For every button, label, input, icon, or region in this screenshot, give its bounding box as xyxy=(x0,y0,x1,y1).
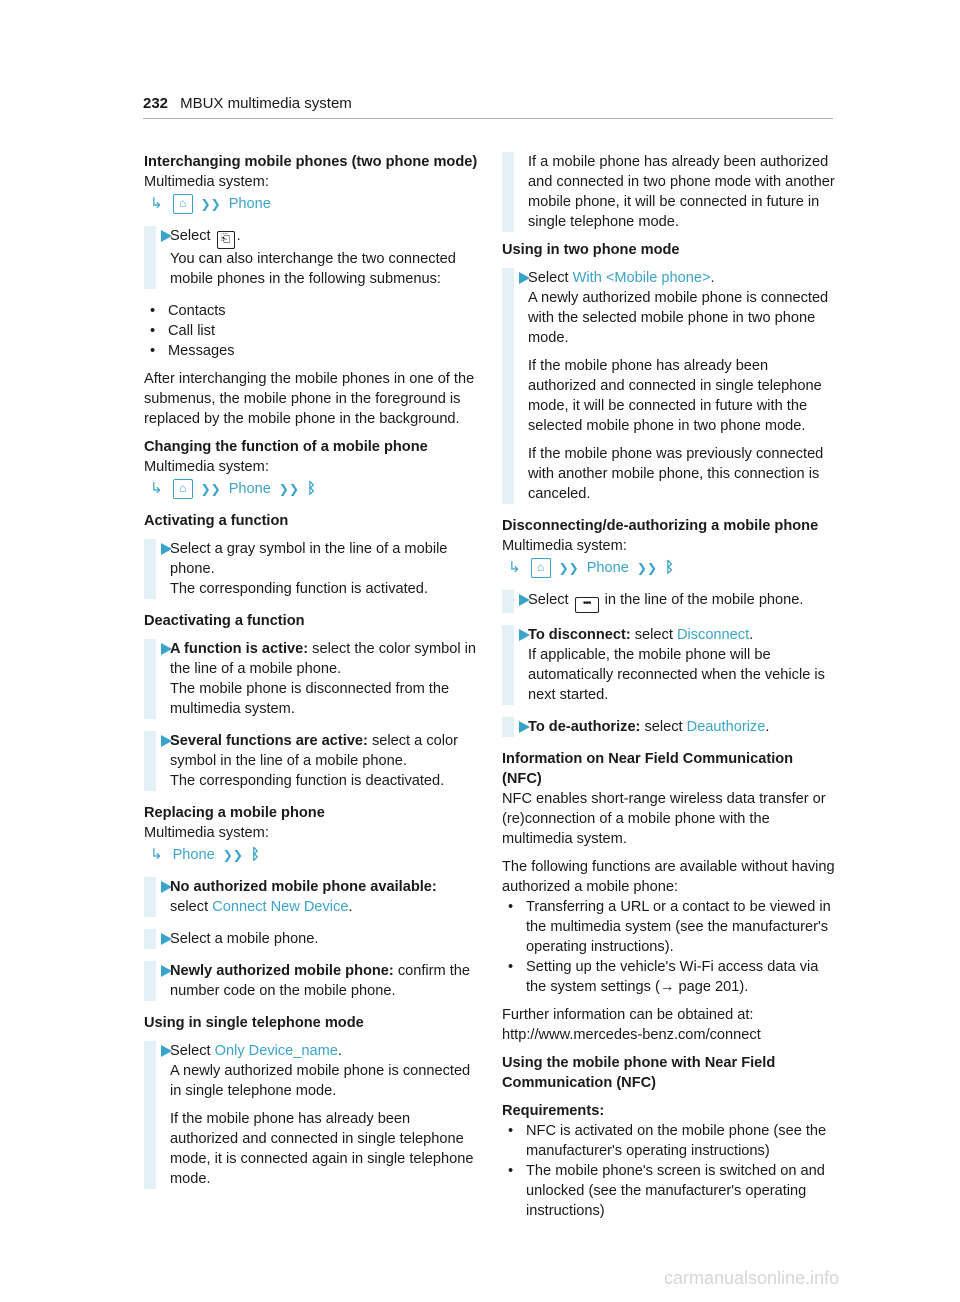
submenu-list xyxy=(144,301,478,361)
step-text: select xyxy=(640,719,687,735)
home-icon: ⌂ xyxy=(173,194,193,214)
disconnect-link[interactable]: Disconnect xyxy=(676,627,750,643)
step-text: select xyxy=(170,899,213,915)
step-activate xyxy=(144,539,478,599)
path-label: Multimedia system: xyxy=(144,825,269,841)
step-text-end: . xyxy=(236,228,241,244)
step-text: Select a gray symbol in the line of a mobile phone. xyxy=(170,541,448,577)
step-arrow-icon xyxy=(161,735,172,747)
step-text-end: . xyxy=(765,719,770,735)
step-note: If the mobile phone has already been authorized and connected in single telephone mode, it is connected again in single telephone mode. xyxy=(170,1111,474,1187)
step-text-end: . xyxy=(337,1043,342,1059)
list-item: • Messages xyxy=(144,341,478,361)
nfc-info-heading: Information on Near Field Communication (NFC) xyxy=(502,751,794,787)
continued-text: If a mobile phone has already been authorized and connected in two phone mode with another mobile phone, it will be connected in future in single telephone mode. xyxy=(528,154,835,230)
activating-heading: Activating a function xyxy=(144,513,289,529)
step-arrow-icon xyxy=(161,230,172,242)
path-arrow-icon: ↳ xyxy=(150,195,163,212)
step-note: A newly authorized mobile phone is connected with the selected mobile phone in two phone mode. xyxy=(528,290,829,346)
step-condition: A function is active: xyxy=(170,641,309,657)
step-condition: Several functions are active: xyxy=(170,733,368,749)
step-select-phone xyxy=(144,929,478,949)
list-item: • Call list xyxy=(144,321,478,341)
menu-path xyxy=(144,843,478,867)
nfc-use-heading: Using the mobile phone with Near Field Communication (NFC) xyxy=(502,1055,776,1091)
step-arrow-icon xyxy=(519,721,530,733)
step-two-phone xyxy=(502,268,836,504)
home-icon: ⌂ xyxy=(531,558,551,578)
more-options-icon: ••• xyxy=(575,597,599,613)
step-text: select xyxy=(630,627,677,643)
step-text-end: . xyxy=(710,270,715,286)
only-device-link[interactable]: Only Device_name xyxy=(214,1043,338,1059)
interchange-result: After interchanging the mobile phones in one of the submenus, the mobile phone in the foreground is replaced by the mobile phone in the background. xyxy=(144,371,475,427)
page-number: 232 xyxy=(143,95,169,112)
continued-note xyxy=(502,152,836,232)
step-single-mode xyxy=(144,1041,478,1189)
path-label: Multimedia system: xyxy=(502,538,627,554)
chevron-right-icon: ❯❯ xyxy=(222,848,243,862)
step-deactivate-single xyxy=(144,639,478,719)
step-note: If the mobile phone has already been authorized and connected in single telephone mode, it will be connected in future with the selected mobile phone in two phone mode. xyxy=(528,358,822,434)
list-item xyxy=(502,957,836,997)
nfc-functions-intro: The following functions are available without having authorized a mobile phone: xyxy=(502,859,835,895)
step-disconnect xyxy=(502,625,836,705)
path-phone: Phone xyxy=(228,481,271,497)
step-text: Select xyxy=(170,1043,215,1059)
path-arrow-icon: ↳ xyxy=(508,559,521,576)
page-header xyxy=(143,94,833,119)
chevron-right-icon: ❯❯ xyxy=(558,561,579,575)
step-condition: To de-authorize: xyxy=(528,719,641,735)
bluetooth-icon: ᛒ xyxy=(307,480,317,497)
step-text: select a color symbol in the line of a mobile phone. xyxy=(170,733,458,769)
list-item: • Contacts xyxy=(144,301,478,321)
nfc-functions-list xyxy=(502,897,836,997)
nfc-intro: NFC enables short-range wireless data transfer or (re)connection of a mobile phone with the multimedia system. xyxy=(502,791,826,847)
step-text: select the color symbol in the line of a mobile phone. xyxy=(170,641,477,677)
step-condition: To disconnect: xyxy=(528,627,631,643)
nfc-further-info: Further information can be obtained at: http://www.mercedes-benz.com/connect xyxy=(502,1007,761,1043)
step-select-more xyxy=(502,590,836,613)
list-item: • NFC is activated on the mobile phone (see the manufacturer's operating instructions) xyxy=(502,1121,836,1161)
right-column xyxy=(502,152,836,1229)
step-result: The corresponding function is activated. xyxy=(170,581,428,597)
step-arrow-icon xyxy=(519,272,530,284)
step-arrow-icon xyxy=(519,594,530,606)
step-no-authorized xyxy=(144,877,478,917)
step-text: Select xyxy=(170,228,211,244)
path-phone: Phone xyxy=(172,847,215,863)
chevron-right-icon: ❯❯ xyxy=(200,197,221,211)
step-text: Select xyxy=(528,592,569,608)
step-text: Select a mobile phone. xyxy=(170,931,319,947)
list-item: • The mobile phone's screen is switched on and unlocked (see the manufacturer's operating instructions) xyxy=(502,1161,836,1221)
step-select-icon xyxy=(144,226,478,289)
menu-path xyxy=(144,477,478,501)
step-arrow-icon xyxy=(519,629,530,641)
deactivating-heading: Deactivating a function xyxy=(144,613,305,629)
path-label: Multimedia system: xyxy=(144,459,269,475)
step-newly-authorized xyxy=(144,961,478,1001)
step-text-end: . xyxy=(749,627,754,643)
step-arrow-icon xyxy=(161,1045,172,1057)
step-result: The mobile phone is disconnected from the multimedia system. xyxy=(170,681,450,717)
step-text-end: . xyxy=(348,899,353,915)
step-result: The corresponding function is deactivated. xyxy=(170,773,445,789)
menu-path xyxy=(144,192,478,216)
step-arrow-icon xyxy=(161,543,172,555)
step-condition: No authorized mobile phone available: xyxy=(170,879,437,895)
changing-heading: Changing the function of a mobile phone xyxy=(144,439,428,455)
chevron-right-icon: ❯❯ xyxy=(200,482,221,496)
home-icon: ⌂ xyxy=(173,479,193,499)
step-deauthorize xyxy=(502,717,836,737)
single-mode-heading: Using in single telephone mode xyxy=(144,1015,364,1031)
bluetooth-icon: ᛒ xyxy=(250,846,260,863)
page-ref-arrow-icon: → xyxy=(659,979,675,995)
interchange-note: You can also interchange the two connected mobile phones in the following submenus: xyxy=(170,251,456,287)
requirements-list xyxy=(502,1121,836,1221)
step-arrow-icon xyxy=(161,965,172,977)
step-arrow-icon xyxy=(161,643,172,655)
replacing-heading: Replacing a mobile phone xyxy=(144,805,325,821)
path-phone: Phone xyxy=(586,560,629,576)
step-note: If the mobile phone was previously connected with another mobile phone, this connection is canceled. xyxy=(528,446,824,502)
step-text: confirm the number code on the mobile phone. xyxy=(170,963,471,999)
watermark: carmanualsonline.info xyxy=(664,1268,840,1288)
connect-new-device-link[interactable]: Connect New Device xyxy=(212,899,349,915)
chapter-title: MBUX multimedia system xyxy=(180,95,352,112)
menu-path xyxy=(502,556,836,580)
path-phone: Phone xyxy=(228,196,271,212)
step-arrow-icon xyxy=(161,881,172,893)
bluetooth-icon: ᛒ xyxy=(665,559,675,576)
chevron-right-icon: ❯❯ xyxy=(636,561,657,575)
switch-phone-icon: ⎗ xyxy=(217,231,235,249)
disconnect-heading: Disconnecting/de-authorizing a mobile phone xyxy=(502,518,819,534)
step-text: Select xyxy=(528,270,573,286)
left-column xyxy=(144,152,478,1201)
path-label: Multimedia system: xyxy=(144,174,269,190)
step-text-end: in the line of the mobile phone. xyxy=(600,592,804,608)
step-note: A newly authorized mobile phone is connected in single telephone mode. xyxy=(170,1063,471,1099)
chevron-right-icon: ❯❯ xyxy=(278,482,299,496)
list-item-text: Setting up the vehicle's Wi-Fi access data via the system settings ( xyxy=(526,959,819,995)
interchanging-heading: Interchanging mobile phones (two phone mode) xyxy=(144,154,478,170)
step-condition: Newly authorized mobile phone: xyxy=(170,963,394,979)
two-phone-heading: Using in two phone mode xyxy=(502,242,680,258)
step-note: If applicable, the mobile phone will be automatically reconnected when the vehicle is next started. xyxy=(528,647,825,703)
page-reference[interactable]: page 201). xyxy=(674,979,749,995)
list-item: • Transferring a URL or a contact to be viewed in the multimedia system (see the manufacturer's operating instructions). xyxy=(502,897,836,957)
path-arrow-icon: ↳ xyxy=(150,480,163,497)
step-arrow-icon xyxy=(161,933,172,945)
path-arrow-icon: ↳ xyxy=(150,846,163,863)
with-mobile-phone-link[interactable]: With <Mobile phone> xyxy=(572,270,711,286)
requirements-heading: Requirements: xyxy=(502,1103,605,1119)
deauthorize-link[interactable]: Deauthorize xyxy=(686,719,766,735)
step-deactivate-several xyxy=(144,731,478,791)
